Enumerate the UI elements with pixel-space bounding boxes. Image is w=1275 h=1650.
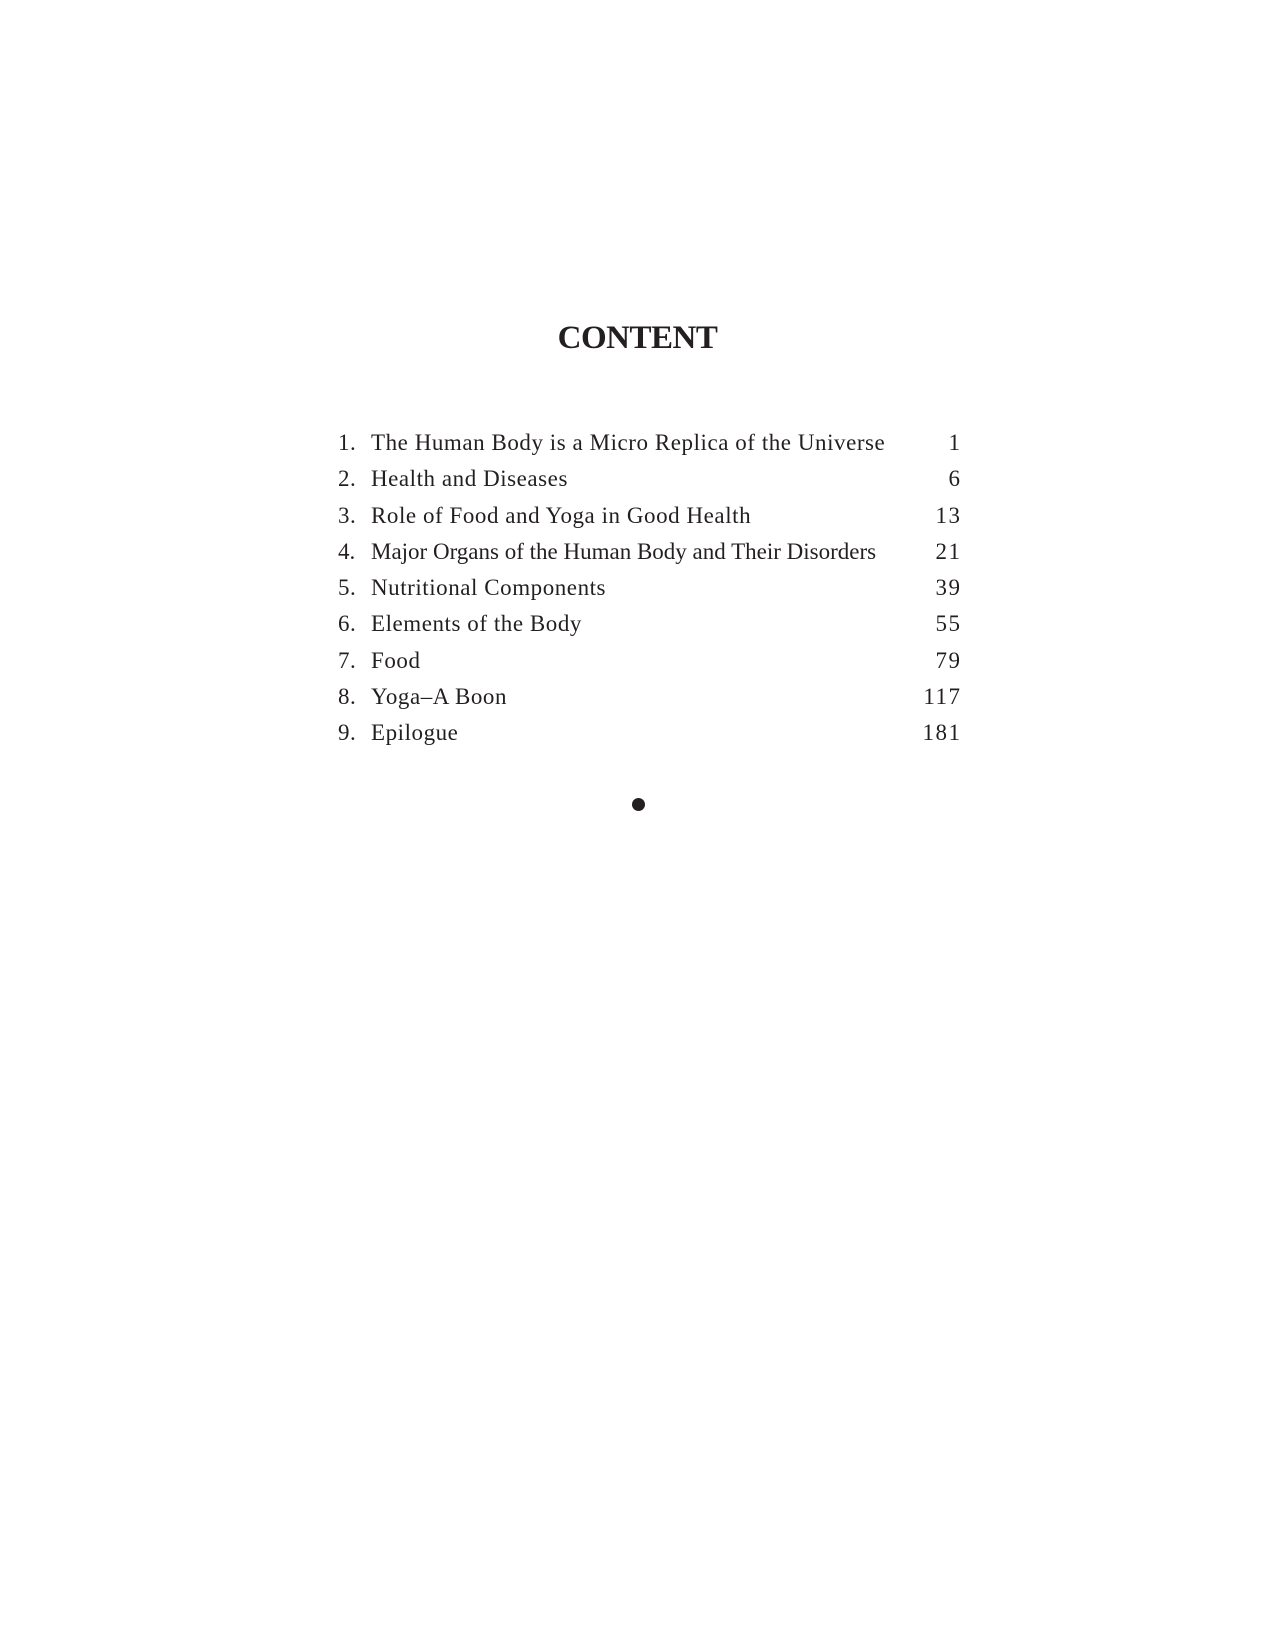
toc-entry-number: 3. [338,502,357,528]
toc-entry-title: The Human Body is a Micro Replica of the Universe [371,430,886,455]
toc-entry-page: 55 [935,611,962,637]
toc-entry-page: 13 [935,502,962,528]
toc-entry-page: 117 [923,684,962,710]
toc-entry-title: Role of Food and Yoga in Good Health [371,502,752,528]
toc-entry [338,461,960,497]
toc-entry-page: 79 [935,647,962,673]
toc-entry-title: Elements of the Body [371,611,582,637]
toc-entry [338,425,960,461]
toc-entry [338,679,960,715]
toc-entry [338,498,960,534]
toc-entry [338,643,960,679]
toc-entry-title: Nutritional Components [371,575,607,601]
table-of-contents [338,425,960,752]
toc-entry-page: 1 [948,430,962,455]
toc-entry-page: 6 [948,466,962,492]
toc-entry-title: Yoga–A Boon [371,684,507,710]
toc-entry-number: 7. [338,647,357,673]
toc-entry-number: 2. [338,466,357,492]
toc-entry-number: 8. [338,684,357,710]
toc-entry-title: Major Organs of the Human Body and Their Disorders [371,538,877,564]
toc-entry-number: 1. [338,430,357,455]
toc-entry-number: 5. [338,575,357,601]
toc-entry-number: 9. [338,720,357,746]
toc-entry [338,570,960,606]
page-title: CONTENT [557,320,718,356]
toc-entry-page: 181 [922,720,962,746]
toc-entry [338,534,960,570]
toc-entry-page: 39 [935,575,962,601]
end-bullet-ornament [632,798,645,811]
toc-entry-title: Food [371,647,421,673]
toc-entry-title: Health and Diseases [371,466,568,492]
toc-entry [338,715,960,751]
toc-entry [338,606,960,642]
toc-entry-title: Epilogue [371,720,459,746]
toc-entry-number: 4. [338,538,356,564]
toc-entry-page: 21 [935,538,962,564]
toc-entry-number: 6. [338,611,357,637]
